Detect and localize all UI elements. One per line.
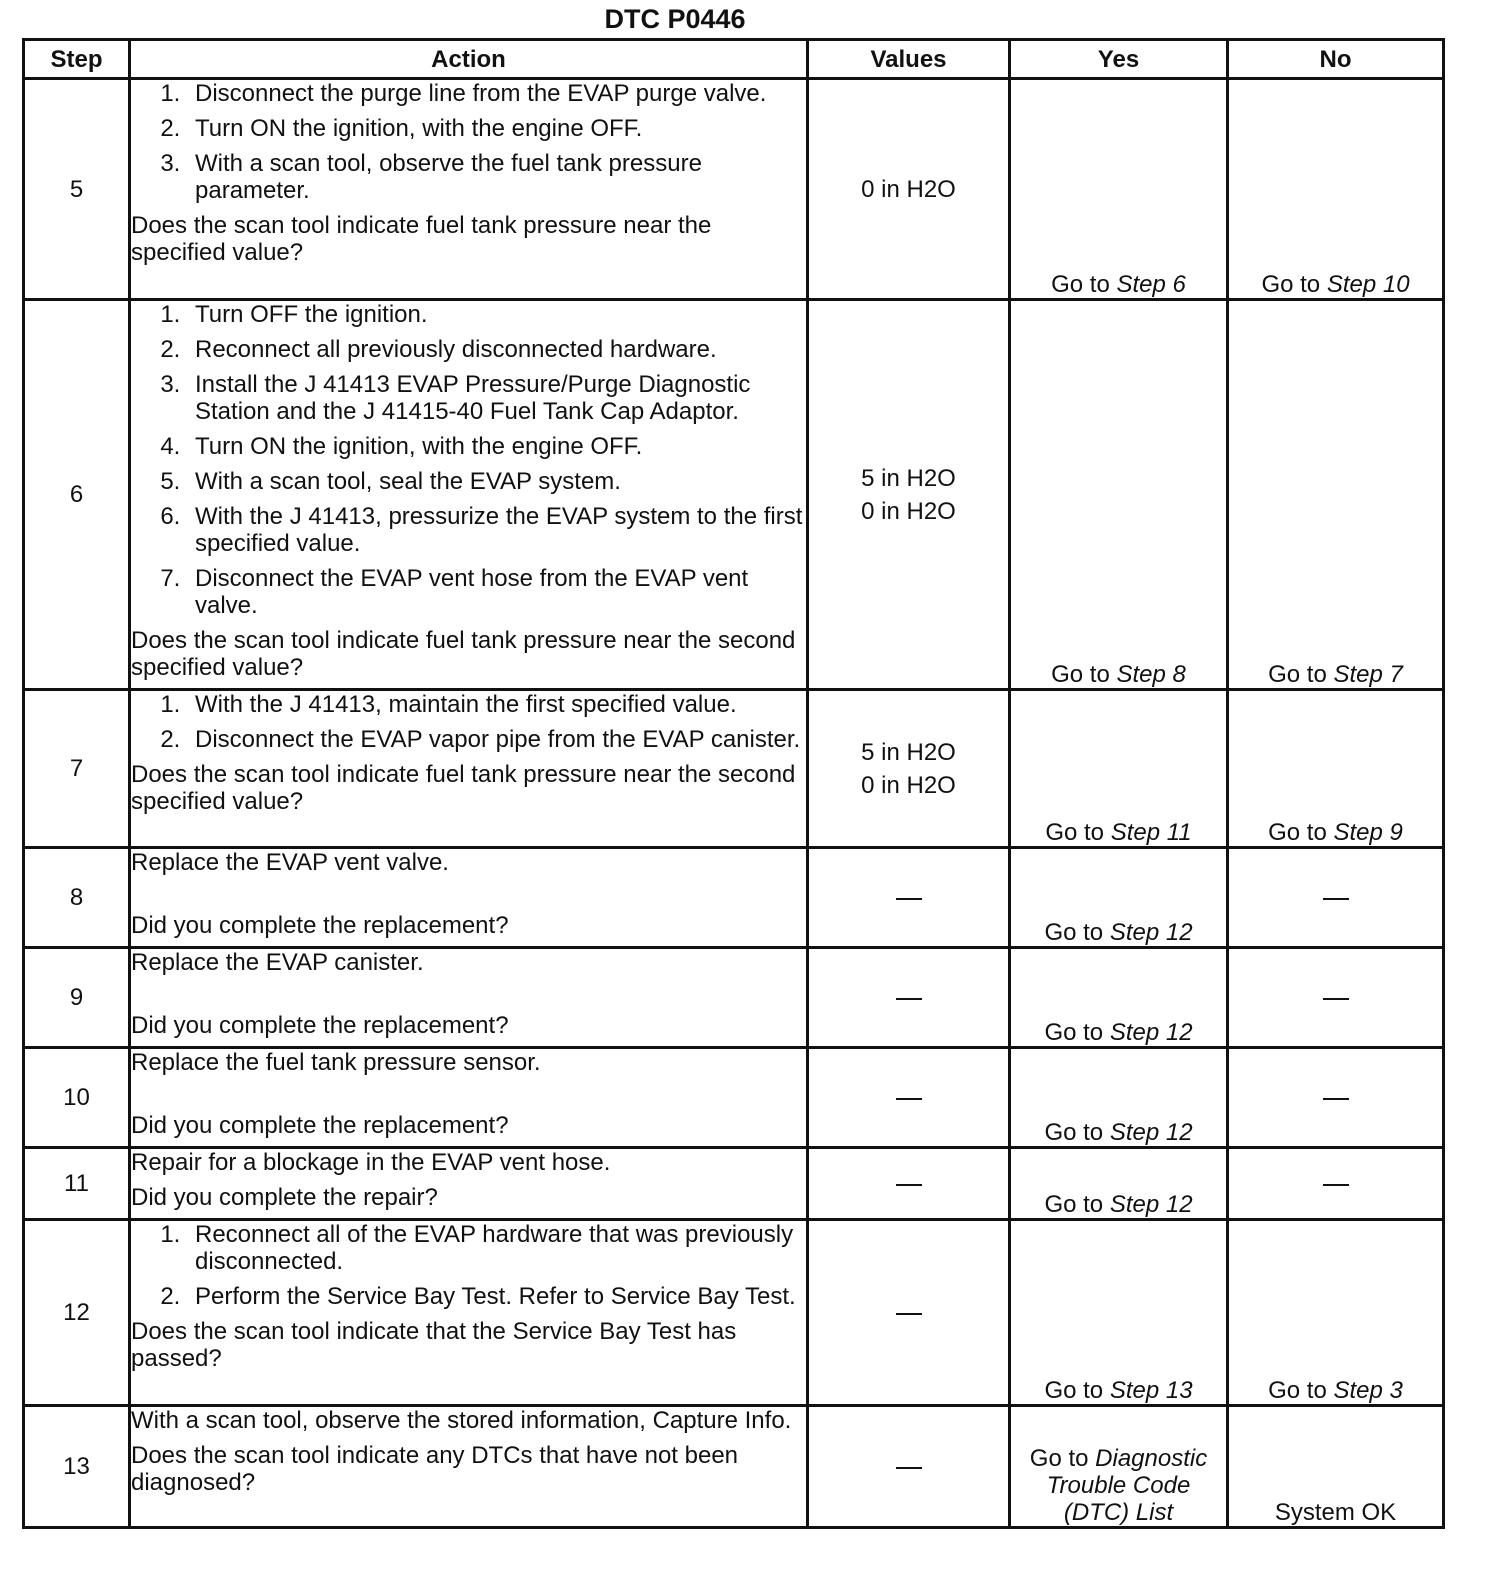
action-cell	[130, 1406, 808, 1528]
values-cell	[808, 1220, 1010, 1406]
action-step: 3. With a scan tool, observe the fuel tank pressure parameter.	[187, 150, 806, 204]
action-step: 1. Turn OFF the ignition.	[187, 301, 806, 328]
action-step: 1. Disconnect the purge line from the EVAP purge valve.	[187, 80, 806, 107]
yes-step-link[interactable]: Step 11	[1110, 819, 1192, 846]
no-cell	[1228, 79, 1444, 300]
no-cell	[1228, 948, 1444, 1048]
yes-step-link[interactable]: Step 12	[1109, 1019, 1193, 1046]
action-step: 2. Reconnect all previously disconnected hardware.	[187, 336, 806, 363]
yes-cell	[1010, 1148, 1228, 1220]
header-values: Values	[808, 40, 1010, 79]
yes-step-link[interactable]: Step 13	[1109, 1377, 1193, 1404]
yes-prefix: Go to	[1044, 1377, 1110, 1404]
yes-prefix: Go to	[1044, 919, 1110, 946]
no-cell	[1228, 1048, 1444, 1148]
action-question: Did you complete the replacement?	[131, 1112, 509, 1139]
no-prefix: Go to	[1261, 271, 1327, 298]
value-text: 0 in H2O	[861, 771, 956, 799]
value-text: 5 in H2O	[861, 464, 956, 492]
action-text: With a scan tool, observe the stored information, Capture Info.	[131, 1407, 792, 1434]
empty-value-dash	[896, 998, 922, 1000]
header-row	[24, 40, 1444, 79]
action-step: 7. Disconnect the EVAP vent hose from the EVAP vent valve.	[187, 565, 806, 619]
table-row	[24, 948, 1444, 1048]
yes-step-link[interactable]: Step 8	[1116, 661, 1186, 688]
action-text: Replace the fuel tank pressure sensor.	[131, 1049, 541, 1076]
yes-prefix: Go to	[1044, 1119, 1110, 1146]
action-steps	[131, 1221, 806, 1310]
action-step: 3. Install the J 41413 EVAP Pressure/Purge Diagnostic Station and the J 41415-40 Fuel Tank Cap Adaptor.	[187, 371, 806, 425]
step-number: 13	[24, 1406, 130, 1528]
value-text: 0 in H2O	[861, 497, 956, 525]
yes-cell	[1010, 690, 1228, 848]
yes-cell	[1010, 848, 1228, 948]
action-text: Repair for a blockage in the EVAP vent hose.	[131, 1149, 611, 1176]
action-question: Did you complete the replacement?	[131, 1012, 509, 1039]
no-cell: System OK	[1228, 1406, 1444, 1528]
yes-step-link[interactable]: Step 6	[1116, 271, 1186, 298]
values-cell	[808, 690, 1010, 848]
no-prefix: Go to	[1268, 661, 1334, 688]
header-no: No	[1228, 40, 1444, 79]
no-prefix: Go to	[1268, 819, 1334, 846]
yes-step-link[interactable]: Step 12	[1109, 1191, 1193, 1218]
yes-prefix: Go to	[1045, 819, 1111, 846]
action-question: Did you complete the repair?	[131, 1184, 438, 1211]
values-cell	[808, 1048, 1010, 1148]
step-number: 5	[24, 79, 130, 300]
value-text: 5 in H2O	[861, 738, 956, 766]
action-step: 2. Disconnect the EVAP vapor pipe from the EVAP canister.	[187, 726, 806, 753]
values-cell	[808, 300, 1010, 690]
action-cell	[130, 690, 808, 848]
action-text: Replace the EVAP canister.	[131, 949, 424, 976]
empty-value-dash	[896, 1098, 922, 1100]
empty-value-dash	[896, 898, 922, 900]
action-cell	[130, 79, 808, 300]
empty-value-dash	[896, 1184, 922, 1186]
yes-cell	[1010, 1220, 1228, 1406]
action-step: 2. Turn ON the ignition, with the engine OFF.	[187, 115, 806, 142]
values-cell	[808, 79, 1010, 300]
action-step: 5. With a scan tool, seal the EVAP system.	[187, 468, 806, 495]
dtc-table	[22, 38, 1445, 1529]
action-step: 1. With the J 41413, maintain the first specified value.	[187, 691, 806, 718]
step-number: 7	[24, 690, 130, 848]
no-prefix: Go to	[1268, 1377, 1334, 1404]
table-row	[24, 1220, 1444, 1406]
action-question: Does the scan tool indicate fuel tank pressure near the second specified value?	[131, 761, 796, 815]
yes-cell	[1010, 1406, 1228, 1528]
yes-cell	[1010, 948, 1228, 1048]
action-question: Does the scan tool indicate fuel tank pressure near the specified value?	[131, 212, 712, 266]
action-question: Does the scan tool indicate fuel tank pressure near the second specified value?	[131, 627, 796, 681]
yes-cell	[1010, 79, 1228, 300]
action-step: 6. With the J 41413, pressurize the EVAP system to the first specified value.	[187, 503, 806, 557]
empty-value-dash	[1323, 1098, 1349, 1100]
no-step-link[interactable]: Step 7	[1333, 661, 1403, 688]
header-action: Action	[130, 40, 808, 79]
values-cell	[808, 848, 1010, 948]
no-cell	[1228, 300, 1444, 690]
yes-prefix: Go to	[1051, 271, 1117, 298]
table-row	[24, 300, 1444, 690]
yes-step-link[interactable]: Step 12	[1109, 919, 1193, 946]
step-number: 9	[24, 948, 130, 1048]
table-row	[24, 1048, 1444, 1148]
yes-step-link[interactable]: Step 12	[1109, 1119, 1193, 1146]
action-question: Does the scan tool indicate any DTCs that have not been diagnosed?	[131, 1442, 739, 1496]
action-cell	[130, 1048, 808, 1148]
action-steps	[131, 80, 806, 204]
value-text: 0 in H2O	[861, 175, 956, 203]
no-step-link[interactable]: Step 3	[1333, 1377, 1403, 1404]
empty-value-dash	[1323, 898, 1349, 900]
yes-prefix: Go to	[1029, 1445, 1096, 1472]
action-step: 2. Perform the Service Bay Test. Refer to Service Bay Test.	[187, 1283, 806, 1310]
yes-prefix: Go to	[1044, 1019, 1110, 1046]
action-cell	[130, 1220, 808, 1406]
page-title: DTC P0446	[604, 4, 746, 34]
no-cell	[1228, 1220, 1444, 1406]
step-number: 11	[24, 1148, 130, 1220]
no-cell	[1228, 1148, 1444, 1220]
table-row	[24, 79, 1444, 300]
step-number: 6	[24, 300, 130, 690]
step-number: 10	[24, 1048, 130, 1148]
action-steps	[131, 301, 806, 619]
header-step: Step	[24, 40, 130, 79]
no-step-link[interactable]: Step 10	[1326, 271, 1410, 298]
yes-prefix: Go to	[1051, 661, 1117, 688]
no-cell	[1228, 848, 1444, 948]
action-question: Did you complete the replacement?	[131, 912, 509, 939]
empty-value-dash	[1323, 998, 1349, 1000]
table-row	[24, 690, 1444, 848]
step-number: 8	[24, 848, 130, 948]
action-steps	[131, 691, 806, 753]
action-cell	[130, 948, 808, 1048]
action-cell	[130, 848, 808, 948]
empty-value-dash	[896, 1467, 922, 1469]
table-row	[24, 1406, 1444, 1528]
no-step-link[interactable]: Step 9	[1333, 819, 1403, 846]
values-cell	[808, 1148, 1010, 1220]
dtc-list-link[interactable]: Diagnostic Trouble Code (DTC) List	[1046, 1445, 1208, 1526]
action-cell	[130, 300, 808, 690]
action-step: 4. Turn ON the ignition, with the engine OFF.	[187, 433, 806, 460]
action-step: 1. Reconnect all of the EVAP hardware that was previously disconnected.	[187, 1221, 806, 1275]
table-row	[24, 848, 1444, 948]
yes-cell	[1010, 1048, 1228, 1148]
header-yes: Yes	[1010, 40, 1228, 79]
no-cell	[1228, 690, 1444, 848]
step-number: 12	[24, 1220, 130, 1406]
values-cell	[808, 948, 1010, 1048]
values-cell	[808, 1406, 1010, 1528]
empty-value-dash	[1323, 1184, 1349, 1186]
yes-cell	[1010, 300, 1228, 690]
action-cell	[130, 1148, 808, 1220]
yes-prefix: Go to	[1044, 1191, 1110, 1218]
action-text: Replace the EVAP vent valve.	[131, 849, 449, 876]
action-question: Does the scan tool indicate that the Service Bay Test has passed?	[131, 1318, 737, 1372]
table-row	[24, 1148, 1444, 1220]
empty-value-dash	[896, 1313, 922, 1315]
